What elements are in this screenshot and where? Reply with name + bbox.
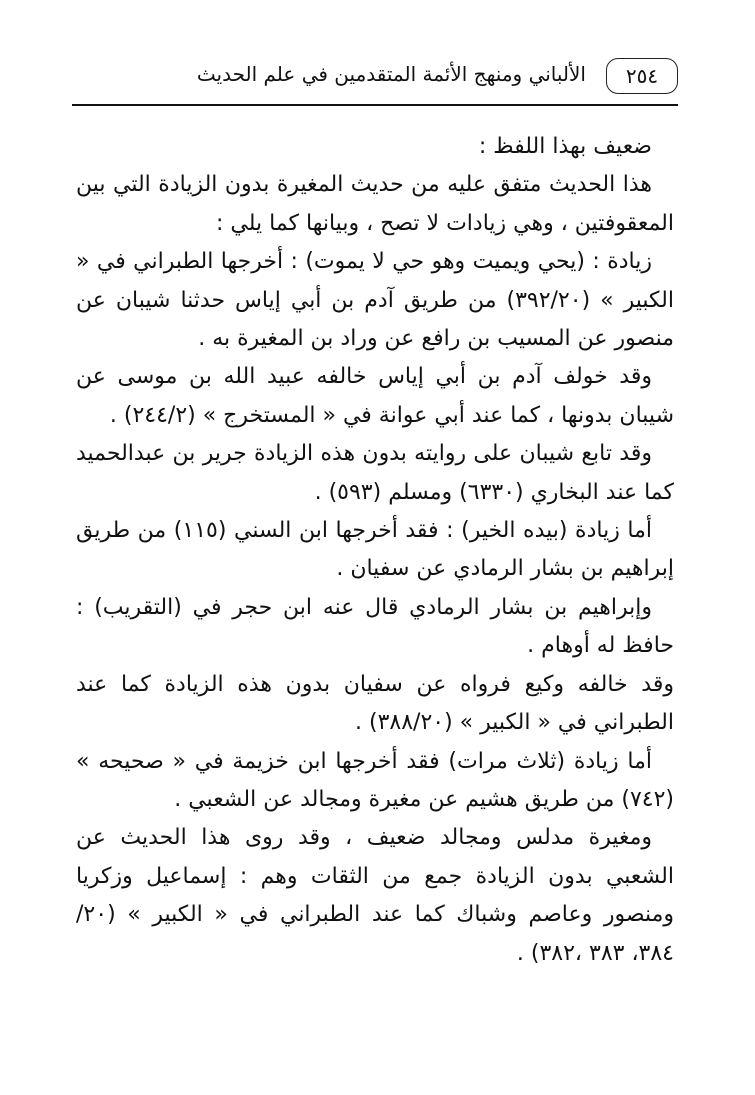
paragraph-2: هذا الحديث متفق عليه من حديث المغيرة بدون الزيادة التي بين المعقوفتين ، وهي زيادات لا تصح ، وبيانها كما يلي :: [76, 172, 674, 236]
paragraph-6: أما زيادة (بيده الخير) : فقد أخرجها ابن السني (١١٥) من طريق إبراهيم بن بشار الرمادي عن سفيان .: [76, 518, 674, 582]
header-rule: [72, 104, 678, 106]
paragraph-5: وقد تابع شيبان على روايته بدون هذه الزيادة جرير بن عبدالحميد كما عند البخاري (٦٣٣٠) ومسلم (٥٩٣) .: [76, 441, 674, 505]
page-number: ٢٥٤: [606, 58, 678, 94]
running-title: الألباني ومنهج الأئمة المتقدمين في علم الحديث: [196, 62, 586, 86]
body-text: [76, 128, 674, 973]
paragraph-9: أما زيادة (ثلاث مرات) فقد أخرجها ابن خزيمة في « صحيحه » (٧٤٢) من طريق هشيم عن مغيرة ومجالد عن الشعبي .: [76, 748, 674, 812]
paragraph-4: وقد خولف آدم بن أبي إياس خالفه عبيد الله بن موسى عن شيبان بدونها ، كما عند أبي عوانة في « المستخرج » (٢٤٤/٢) .: [76, 364, 674, 428]
paragraph-3: زيادة : (يحي ويميت وهو حي لا يموت) : أخرجها الطبراني في « الكبير » (٣٩٢/٢٠) من طريق آدم بن أبي إياس حدثنا شيبان عن منصور عن المسيب بن رافع عن وراد بن المغيرة به .: [76, 249, 674, 352]
page-header: [72, 56, 678, 104]
paragraph-8: وقد خالفه وكيع فرواه عن سفيان بدون هذه الزيادة كما عند الطبراني في « الكبير » (٣٨٨/٢٠) .: [76, 671, 674, 736]
paragraph-7: وإبراهيم بن بشار الرمادي قال عنه ابن حجر في (التقريب) : حافظ له أوهام .: [76, 594, 674, 659]
paragraph-10: ومغيرة مدلس ومجالد ضعيف ، وقد روى هذا الحديث عن الشعبي بدون الزيادة جمع من الثقات وهم : إسماعيل وزكريا ومنصور وعاصم وشباك كما عند الطبراني في « الكبير » (٢٠/ ٣٨٤، ٣٨٣ ،٣٨٢) .: [76, 825, 674, 966]
paragraph-1: ضعيف بهذا اللفظ :: [478, 134, 652, 159]
